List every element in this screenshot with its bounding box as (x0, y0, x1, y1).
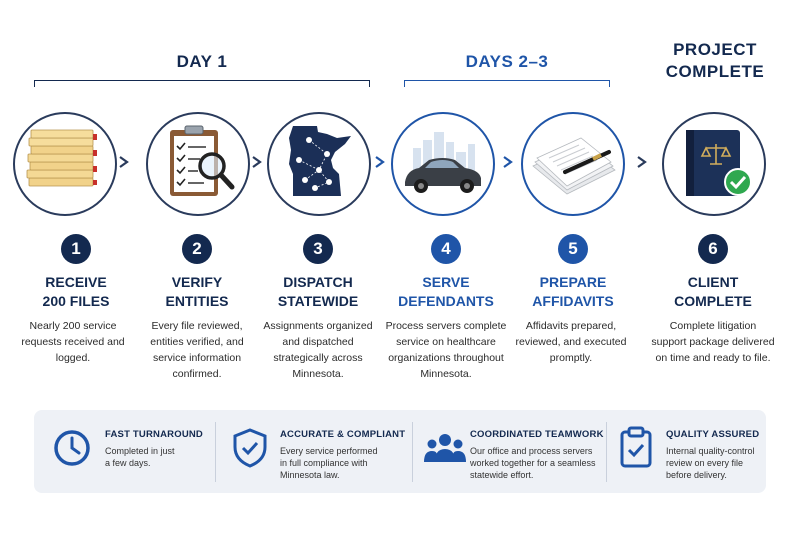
step-1-title-line2: 200 FILES (42, 293, 110, 309)
step-1-number: 1 (61, 234, 91, 264)
feature-3-desc-line3: statewide effort. (470, 470, 534, 480)
feature-quality-assured (608, 410, 766, 493)
feature-1-desc (105, 445, 205, 469)
step-1-circle (13, 112, 117, 216)
step-6-title (651, 273, 775, 311)
feature-1-desc-line2: a few days. (105, 458, 151, 468)
phase-day1 (34, 52, 370, 72)
phase-days23 (404, 52, 610, 72)
step-2-title (135, 273, 259, 311)
feature-1-desc-line1: Completed in just (105, 446, 175, 456)
step-6-circle (662, 112, 766, 216)
step-4-title-line1: SERVE (422, 274, 470, 290)
step-3-title-line2: STATEWIDE (277, 293, 359, 309)
step-1-title (14, 273, 138, 311)
phase-days23-bracket (404, 80, 610, 87)
step-1-description: Nearly 200 service requests received and logged. (21, 320, 125, 364)
car-city-icon (393, 114, 493, 214)
arrow-3-4 (373, 155, 387, 169)
arrow-2-3 (250, 155, 264, 169)
step-6-description: Complete litigation support package delivered on time and ready to file. (651, 320, 775, 364)
feature-2-desc-line2: in full compliance with (280, 458, 368, 468)
feature-4-title: QUALITY ASSURED (666, 429, 760, 440)
step-6-title-line1: CLIENT (687, 274, 739, 290)
clock-icon (52, 428, 92, 468)
shield-check-icon (230, 427, 270, 469)
arrow-4-5 (501, 155, 515, 169)
feature-4-desc-line2: review on every file (666, 458, 744, 468)
step-5-description: Affidavits prepared, reviewed, and executed promptly. (515, 320, 627, 364)
step-4-number: 4 (431, 234, 461, 264)
feature-fast-turnaround (34, 410, 214, 493)
clipboard-magnifier-icon (148, 114, 248, 214)
feature-2-desc-line1: Every service performed (280, 446, 378, 456)
step-6-number: 6 (698, 234, 728, 264)
step-2-description: Every file reviewed, entities verified, and service information confirmed. (150, 320, 244, 380)
feature-2-desc-line3: Minnesota law. (280, 470, 340, 480)
feature-1-title: FAST TURNAROUND (105, 429, 203, 440)
feature-divider-3 (606, 422, 607, 482)
binder-check-icon (664, 114, 764, 214)
feature-4-desc-line3: before delivery. (666, 470, 727, 480)
step-5-circle (521, 112, 625, 216)
step-3-title-line1: DISPATCH (283, 274, 353, 290)
team-icon (424, 428, 466, 468)
feature-4-desc-line1: Internal quality-control (666, 446, 755, 456)
step-4-title-line2: DEFENDANTS (398, 293, 494, 309)
feature-3-desc-line2: worked together for a seamless (470, 458, 596, 468)
step-3-title (256, 273, 380, 311)
phase-day1-bracket (34, 80, 370, 87)
step-4-description: Process servers complete service on healthcare organizations throughout Minnesota. (385, 320, 507, 380)
step-4-circle (391, 112, 495, 216)
step-3-number: 3 (303, 234, 333, 264)
papers-pen-icon (523, 114, 623, 214)
step-2-title-line2: ENTITIES (165, 293, 229, 309)
step-3-description: Assignments organized and dispatched strategically across Minnesota. (263, 320, 373, 380)
minnesota-map-icon (269, 114, 369, 214)
step-5-title (511, 273, 635, 311)
phase-day1-label: DAY 1 (176, 52, 228, 71)
step-3-circle (267, 112, 371, 216)
phase-complete (650, 39, 780, 83)
feature-coordinated-teamwork (414, 410, 614, 493)
feature-2-title: ACCURATE & COMPLIANT (280, 429, 406, 440)
step-2-number: 2 (182, 234, 212, 264)
step-4-title (384, 273, 508, 311)
feature-4-desc (666, 445, 764, 481)
step-2-circle (146, 112, 250, 216)
features-panel (34, 410, 766, 493)
clipboard-check-icon (618, 426, 654, 468)
phase-days23-label: DAYS 2–3 (465, 52, 549, 71)
step-2-title-line1: VERIFY (171, 274, 223, 290)
step-5-title-line2: AFFIDAVITS (532, 293, 614, 309)
step-6-title-line2: COMPLETE (674, 293, 752, 309)
arrow-5-6 (635, 155, 649, 169)
step-5-title-line1: PREPARE (539, 274, 607, 290)
feature-2-desc (280, 445, 400, 481)
step-1-title-line1: RECEIVE (45, 274, 107, 290)
file-folders-icon (15, 114, 115, 214)
feature-3-desc-line1: Our office and process servers (470, 446, 593, 456)
step-5-number: 5 (558, 234, 588, 264)
feature-accurate-compliant (216, 410, 406, 493)
feature-3-desc (470, 445, 616, 481)
arrow-1-2 (117, 155, 131, 169)
phase-complete-line2: COMPLETE (665, 62, 765, 81)
phase-complete-line1: PROJECT (673, 40, 757, 59)
feature-divider-2 (412, 422, 413, 482)
feature-3-title: COORDINATED TEAMWORK (470, 429, 604, 440)
